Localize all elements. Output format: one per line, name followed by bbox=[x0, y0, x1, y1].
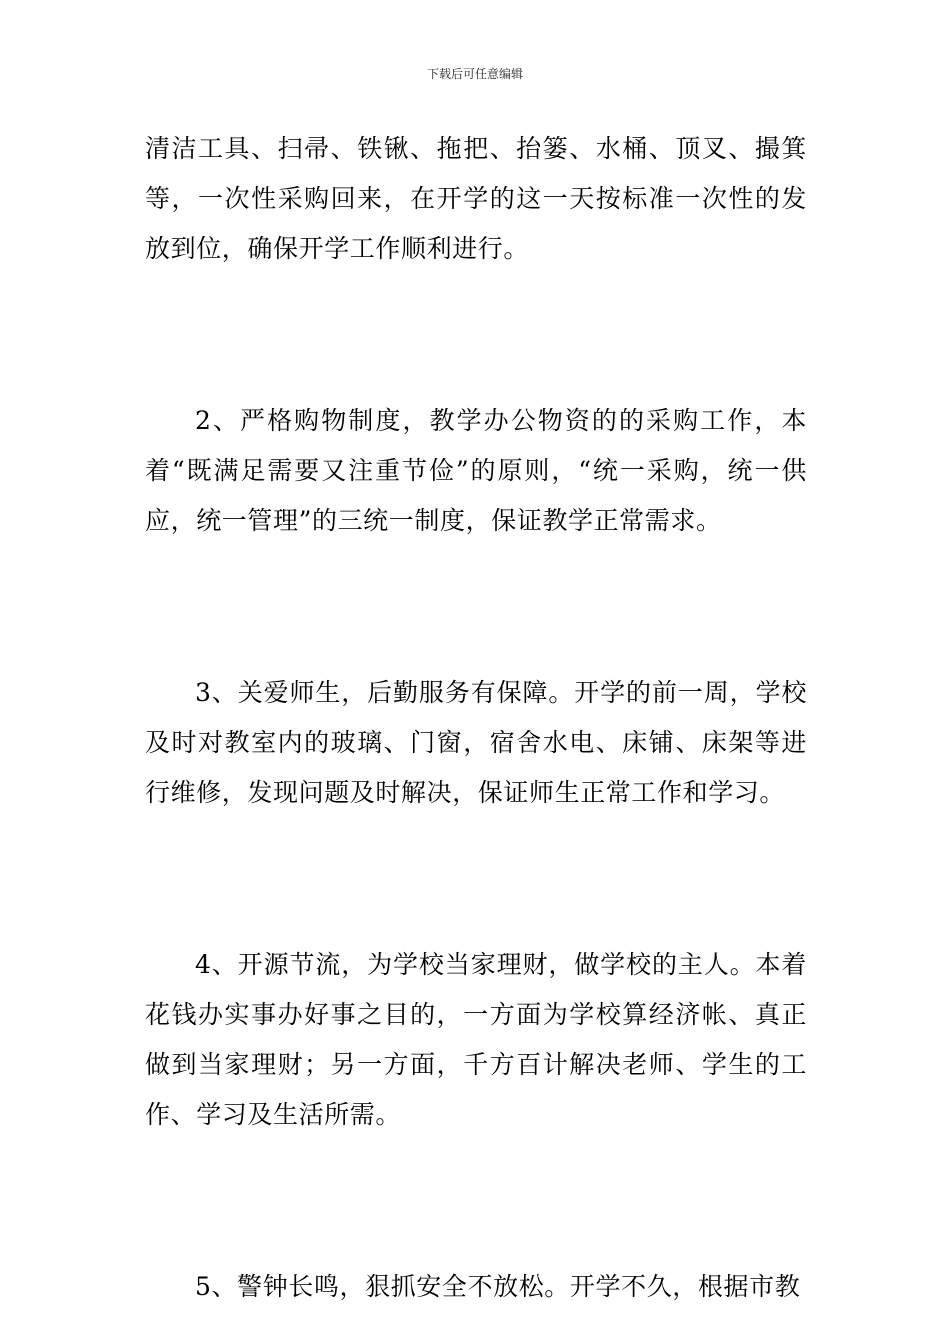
document-body bbox=[145, 124, 807, 1312]
paragraph-safety: 5、警钟长鸣，狠抓安全不放松。开学不久，根据市教 bbox=[195, 1272, 801, 1301]
paragraph-cost-saving: 4、开源节流，为学校当家理财，做学校的主人。本着花钱办实事办好事之目的，一方面为学校算经济帐、真正做到当家理财；另一方面，千方百计解决老师、学生的工作、学习及生活所需。 bbox=[145, 950, 807, 1129]
paragraph-logistics-service: 3、关爱师生，后勤服务有保障。开学的前一周，学校及时对教室内的玻璃、门窗，宿舍水电、床铺、床架等进行维修，发现问题及时解决，保证师生正常工作和学习。 bbox=[145, 678, 807, 807]
page-header-note: 下载后可任意编辑 bbox=[426, 67, 523, 81]
paragraph-purchasing-system: 2、严格购物制度，教学办公物资的的采购工作，本着“既满足需要又注重节俭”的原则，“统一采购，统一供应，统一管理”的三统一制度，保证教学正常需求。 bbox=[145, 406, 807, 535]
paragraph-cleaning-tools: 清洁工具、扫帚、铁锹、拖把、抬篓、水桶、顶叉、撮箕等，一次性采购回来，在开学的这一天按标准一次性的发放到位，确保开学工作顺利进行。 bbox=[145, 134, 807, 263]
